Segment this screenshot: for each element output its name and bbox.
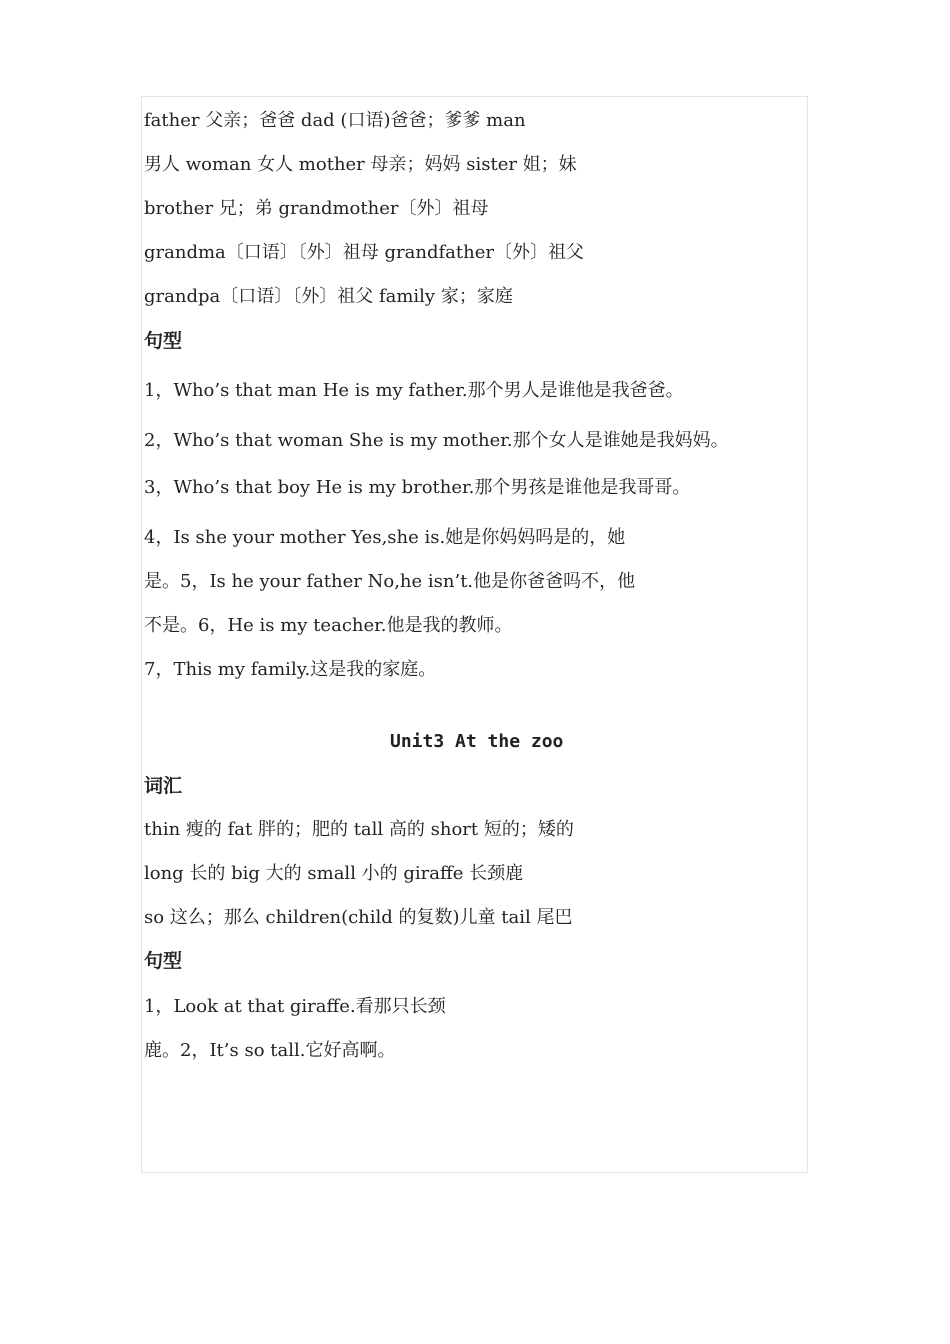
- sentence-line: 是。5，Is he your father No,he isn’t.他是你爸爸吗不，他: [144, 571, 636, 592]
- vocab-line: brother 兄；弟 grandmother〔外〕祖母: [144, 198, 489, 219]
- sentence-line: 7，This my family.这是我的家庭。: [144, 659, 437, 680]
- sentence-line: 1，Who’s that man He is my father.那个男人是谁他是我爸爸。: [144, 380, 684, 401]
- sentence-line: 2，Who’s that woman She is my mother.那个女人是谁她是我妈妈。: [144, 430, 729, 451]
- sentence-line: 鹿。2，It’s so tall.它好高啊。: [144, 1040, 396, 1061]
- sentence-line: 4，Is she your mother Yes,she is.她是你妈妈吗是的，她: [144, 527, 626, 548]
- vocab-heading: 词汇: [144, 775, 183, 797]
- vocab-line: so 这么；那么 children(child 的复数)儿童 tail 尾巴: [144, 907, 573, 928]
- vocab-line: father 父亲；爸爸 dad (口语)爸爸；爹爹 man: [144, 110, 526, 131]
- vocab-line: grandpa〔口语〕〔外〕祖父 family 家；家庭: [144, 286, 513, 307]
- sentence-heading: 句型: [144, 330, 183, 352]
- unit-title: Unit3 At the zoo: [390, 731, 564, 752]
- vocab-line: grandma〔口语〕〔外〕祖母 grandfather〔外〕祖父: [144, 242, 584, 263]
- sentence-line: 3，Who’s that boy He is my brother.那个男孩是谁他是我哥哥。: [144, 477, 691, 498]
- vocab-line: 男人 woman 女人 mother 母亲；妈妈 sister 姐；妹: [144, 154, 577, 175]
- sentence-heading: 句型: [144, 950, 183, 972]
- sentence-line: 不是。6，He is my teacher.他是我的教师。: [144, 615, 513, 636]
- sentence-line: 1，Look at that giraffe.看那只长颈: [144, 996, 446, 1017]
- vocab-line: thin 瘦的 fat 胖的；肥的 tall 高的 short 短的；矮的: [144, 819, 574, 840]
- vocab-line: long 长的 big 大的 small 小的 giraffe 长颈鹿: [144, 863, 524, 884]
